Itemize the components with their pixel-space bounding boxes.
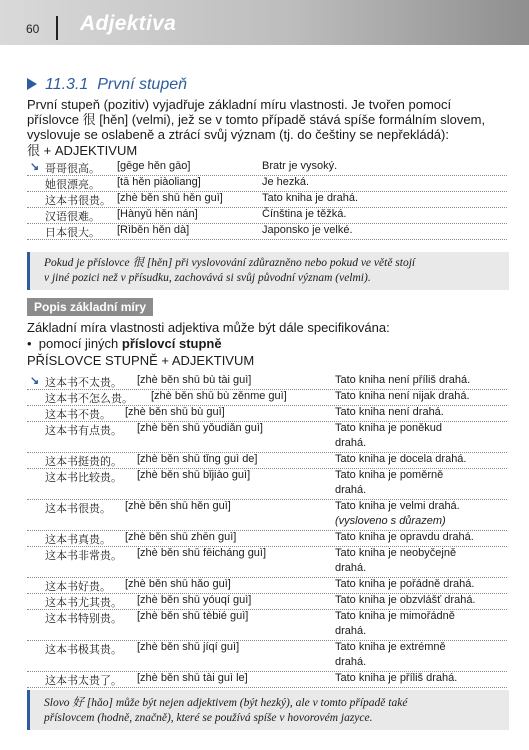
paragraph-2: Základní míra vlastnosti adjektiva může být dále specifikována: [27,320,390,335]
table-row: 这本书好贵。 [zhè běn shū hǎo guì] Tato kniha je pořádně drahá. [27,578,507,594]
note-2-line-1: Slovo 好 [hǎo] může být nejen adjektivem (být hezký), ale v tomto případě také [44,697,408,709]
table-row: 她很漂亮。 [tā hěn piàoliang] Je hezká. [27,176,507,192]
table-row: 这本书不怎么贵。 [zhè běn shū bù zěnme guì] Tato kniha není nijak drahá. [27,390,507,406]
table-row: 这本书非常贵。 [zhè běn shū fēicháng guì] Tato kniha je neobyčejně drahá. [27,547,507,578]
subheading: Popis základní míry [27,298,153,316]
note-box-1 [27,252,509,290]
table-row: 这本书尤其贵。 [zhè běn shū yóuqí guì] Tato kniha je obzvlášť drahá. [27,594,507,610]
triangle-icon [27,78,37,90]
intro-line-3: vyslovuje se oslabeně a ztrácí svůj význam (tj. do češtiny se nepřekládá): [27,127,449,142]
chapter-title: Adjektiva [80,12,177,35]
intro-line-2: příslovce 很 [hěn] (velmi), jež se v tomto případě stává spíše formálním slovem, [27,112,486,127]
header-divider [56,16,58,40]
arrow-icon: ↘ [30,375,40,387]
note-box-2 [27,690,509,730]
bullet-icon: • [27,336,32,351]
section-title: První stupeň [97,76,188,93]
table-row: 这本书挺贵的。 [zhè běn shū tǐng guì de] Tato kniha je docela drahá. [27,453,507,469]
table-row: 这本书比较贵。 [zhè běn shū bǐjiào guì] Tato kniha je poměrně drahá. [27,469,507,500]
table-row: 这本书真贵。 [zhè běn shū zhēn guì] Tato kniha je opravdu drahá. [27,531,507,547]
section-heading [27,76,187,94]
intro-line-1: První stupeň (pozitiv) vyjadřuje základní míru vlastnosti. Je tvořen pomocí [27,97,452,112]
note-2-line-2: příslovcem (hodně, značně), které se používá spíše v hovorovém jazyce. [44,712,373,724]
note-1-line-1: Pokud je příslovce 很 [hěn] při vyslovování zdůrazněno nebo pokud ve větě stojí [44,257,416,269]
table-row: 日本很大。 [Rìběn hěn dà] Japonsko je velké. [27,224,507,240]
bullet-item: • pomocí jiných příslovcí stupně [27,336,222,351]
table-row: 汉语很难。 [Hànyǔ hěn nán] Čínština je těžká. [27,208,507,224]
formula-1: 很 + ADJEKTIVUM [27,143,138,158]
page-number: 60 [26,22,40,36]
table-row: 这本书太贵了。 [zhè běn shū tài guì le] Tato kniha je příliš drahá. [27,672,507,688]
table-row: 这本书很贵。 [zhè běn shū hěn guì] Tato kniha je velmi drahá. (vysloveno s důrazem) [27,500,507,531]
table-row: 这本书极其贵。 [zhè běn shū jíqí guì] Tato kniha je extrémně drahá. [27,641,507,672]
arrow-icon: ↘ [30,161,40,173]
table-row: 这本书特别贵。 [zhè běn shū tèbié guì] Tato kniha je mimořádně drahá. [27,610,507,641]
formula-2: PŘÍSLOVCE STUPNĚ + ADJEKTIVUM [27,353,255,368]
table-row: ↘ 这本书不太贵。 [zhè běn shū bù tài guì] Tato kniha není příliš drahá. [27,374,507,390]
table-row: 这本书很贵。 [zhè běn shū hěn guì] Tato kniha je drahá. [27,192,507,208]
table-row: ↘ 哥哥很高。 [gēge hěn gāo] Bratr je vysoký. [27,160,507,176]
table-row: 这本书不贵。 [zhè běn shū bù guì] Tato kniha není drahá. [27,406,507,422]
section-number: 11.3.1 [45,76,89,93]
note-1-line-2: v jiné pozici než v přísudku, zachovává si svůj původní význam (velmi). [44,272,371,284]
table-row: 这本书有点贵。 [zhè běn shū yǒudiǎn guì] Tato kniha je poněkud drahá. [27,422,507,453]
